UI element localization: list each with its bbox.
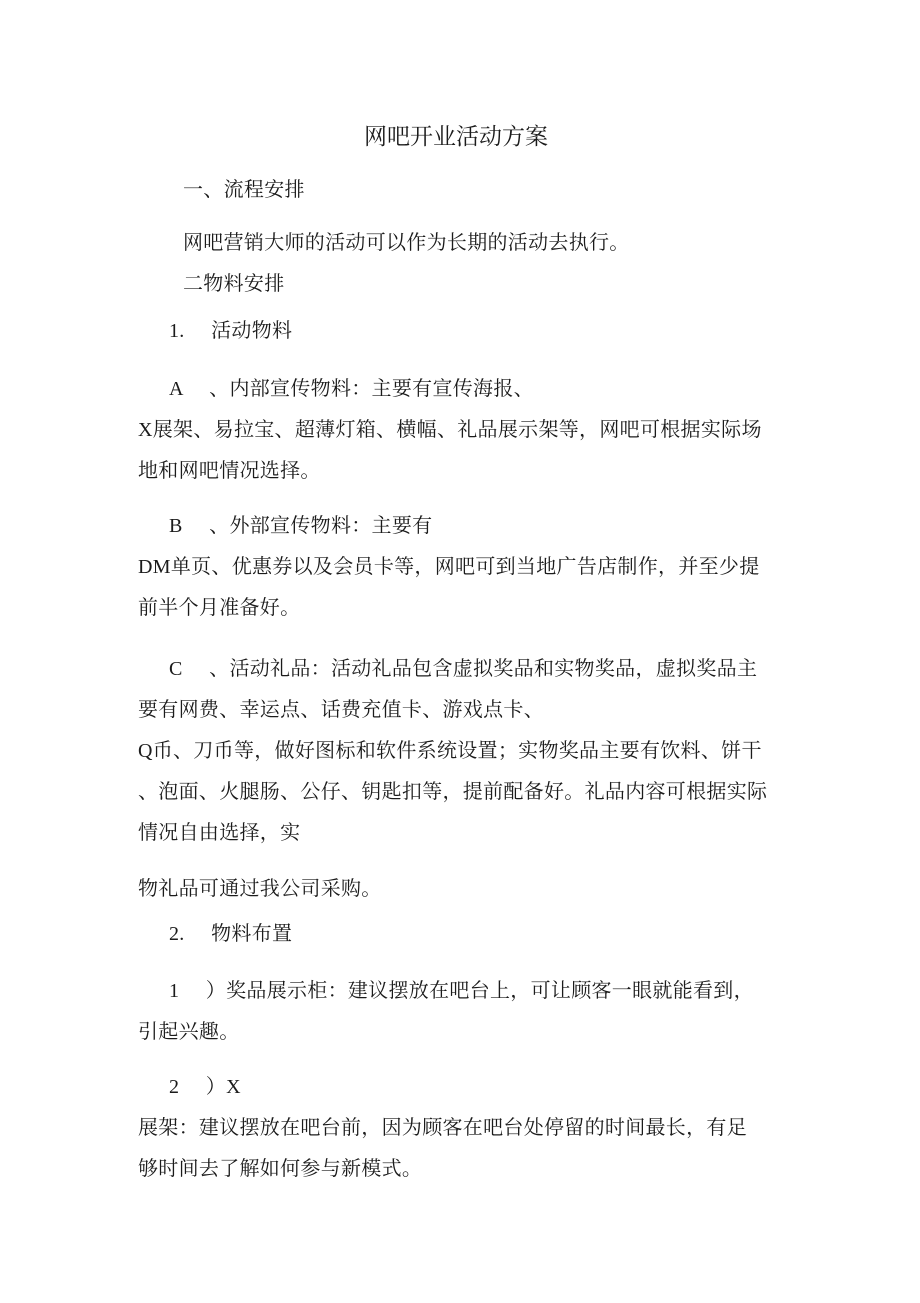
doc-line: 展架：建议摆放在吧台前，因为顾客在吧台处停留的时间最长，有足 — [138, 1117, 747, 1139]
doc-line: 要有网费、幸运点、话费充值卡、游戏点卡、 — [138, 699, 544, 721]
doc-line-item-a: A 、内部宣传物料：主要有宣传海报、 — [169, 378, 534, 400]
doc-line: DM单页、优惠券以及会员卡等，网吧可到当地广告店制作，并至少提 — [138, 556, 760, 578]
doc-line: 物礼品可通过我公司采购。 — [138, 878, 382, 900]
document-title: 网吧开业活动方案 — [364, 124, 548, 149]
doc-line: Q币、刀币等，做好图标和软件系统设置；实物奖品主要有饮料、饼干 — [138, 740, 762, 762]
doc-line: 情况自由选择，实 — [138, 822, 301, 844]
doc-line-item-2: 2. 物料布置 — [169, 923, 293, 945]
doc-line: 前半个月准备好。 — [138, 597, 301, 619]
doc-line-item-c: C 、活动礼品：活动礼品包含虚拟奖品和实物奖品，虚拟奖品主 — [169, 658, 758, 680]
doc-line: 引起兴趣。 — [138, 1021, 240, 1043]
doc-line: 、泡面、火腿肠、公仔、钥匙扣等，提前配备好。礼品内容可根据实际 — [138, 781, 768, 803]
doc-line: 网吧营销大师的活动可以作为长期的活动去执行。 — [183, 232, 630, 254]
doc-line-section-2: 二物料安排 — [183, 273, 285, 295]
doc-line-section-1: 一、流程安排 — [183, 179, 305, 201]
doc-line: 够时间去了解如何参与新模式。 — [138, 1158, 423, 1180]
doc-line: 地和网吧情况选择。 — [138, 460, 321, 482]
doc-line-subitem-1: 1 ）奖品展示柜：建议摆放在吧台上，可让顾客一眼就能看到， — [169, 980, 754, 1002]
doc-line-item-b: B 、外部宣传物料：主要有 — [169, 515, 433, 537]
doc-line-subitem-2: 2 ）X — [169, 1076, 241, 1098]
doc-line-item-1: 1. 活动物料 — [169, 320, 293, 342]
doc-line: X展架、易拉宝、超薄灯箱、横幅、礼品展示架等，网吧可根据实际场 — [138, 419, 762, 441]
